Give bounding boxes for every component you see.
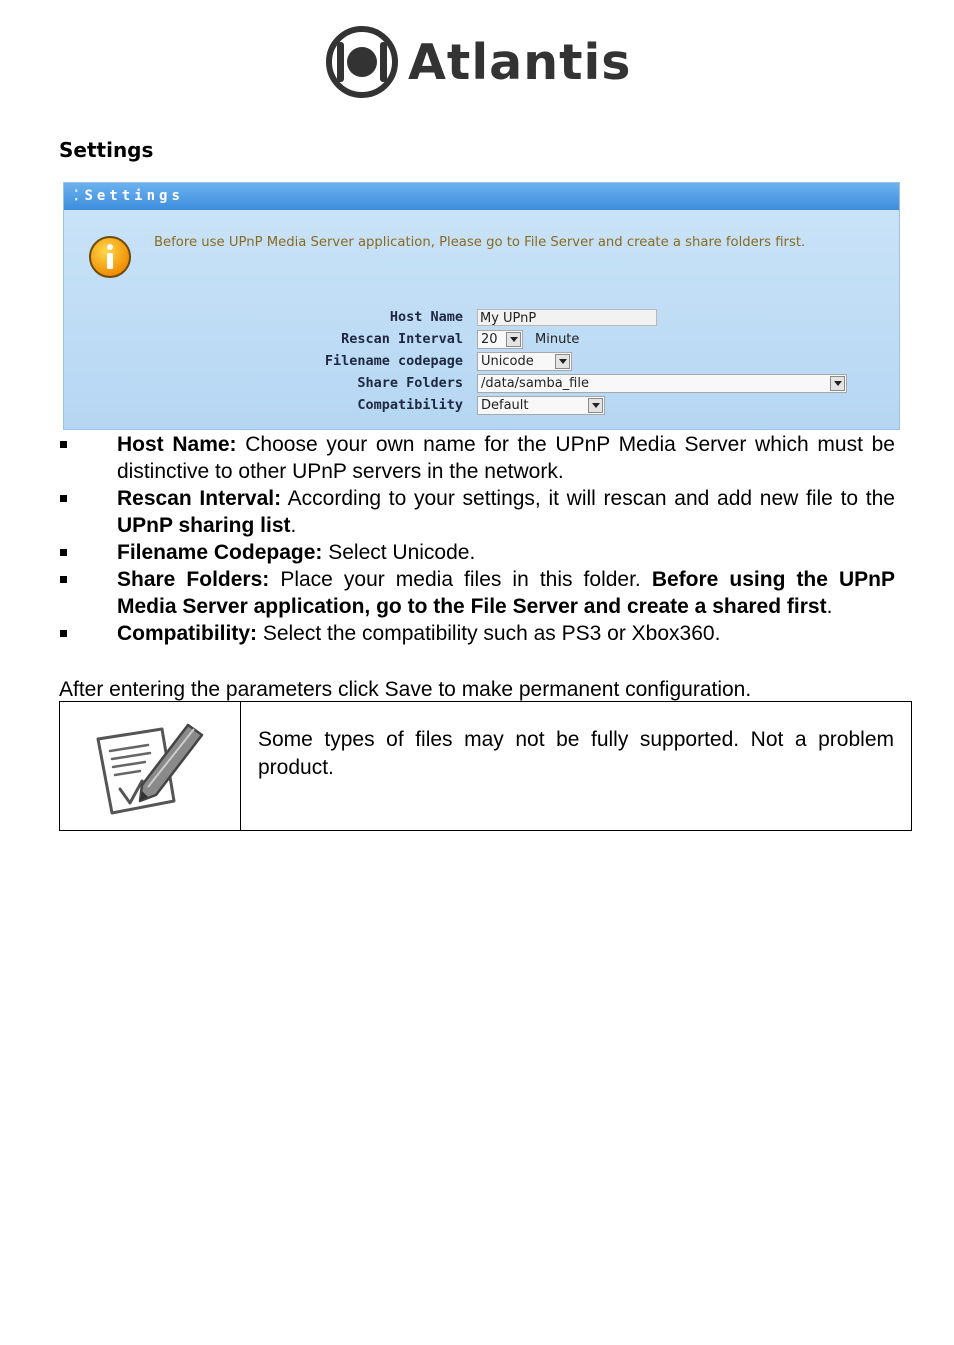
filename-codepage-value: Unicode <box>481 353 534 369</box>
rescan-unit-label: Minute <box>535 331 580 347</box>
term-share-folders: Share Folders: <box>117 568 270 591</box>
compatibility-label: Compatibility <box>357 397 463 413</box>
note-pencil-icon <box>90 711 210 821</box>
list-item-share-folders <box>59 566 895 620</box>
settings-description-list <box>59 431 895 647</box>
desc-rescan-interval: According to your settings, it will rescan and add new file to the <box>281 487 895 510</box>
info-icon <box>88 235 132 279</box>
note-icon-cell <box>60 702 241 830</box>
compatibility-row <box>477 394 847 416</box>
rescan-interval-value: 20 <box>481 331 498 347</box>
emphasis-sharing-list: UPnP sharing list <box>117 514 291 537</box>
filename-codepage-select[interactable] <box>477 352 572 371</box>
note-text: Some types of files may not be fully supported. Not a problem product. <box>258 728 894 779</box>
rescan-interval-select[interactable] <box>477 330 523 349</box>
note-box <box>59 701 912 831</box>
chevron-down-icon[interactable] <box>830 376 845 391</box>
desc-compatibility: Select the compatibility such as PS3 or Xbox360. <box>257 622 721 645</box>
list-item-host-name <box>59 431 895 485</box>
compatibility-select[interactable] <box>477 396 605 415</box>
filename-codepage-row <box>477 350 847 372</box>
form-labels <box>325 306 463 416</box>
desc-filename-codepage: Select Unicode. <box>322 541 476 564</box>
chevron-down-icon[interactable] <box>506 332 521 347</box>
header-dots-icon: ⁚ <box>74 188 79 204</box>
desc-host-name: Choose your own name for the UPnP Media Server which must be distinctive to other UPnP servers in the network. <box>117 433 895 483</box>
panel-header <box>64 183 899 210</box>
share-folders-value: /data/samba_file <box>481 375 589 391</box>
list-item-compatibility <box>59 620 895 647</box>
term-host-name: Host Name: <box>117 433 237 456</box>
atlantis-logo-icon <box>324 24 400 100</box>
share-folders-select[interactable] <box>477 374 847 393</box>
share-folders-label: Share Folders <box>357 375 463 391</box>
desc-rescan-end: . <box>290 514 297 537</box>
desc-share-end: . <box>826 595 833 618</box>
list-item-filename-codepage <box>59 539 895 566</box>
term-compatibility: Compatibility: <box>117 622 257 645</box>
settings-panel <box>63 182 900 430</box>
atlantis-logo <box>324 22 631 102</box>
term-rescan-interval: Rescan Interval: <box>117 487 282 510</box>
rescan-interval-row <box>477 328 847 350</box>
filename-codepage-label: Filename codepage <box>324 353 463 369</box>
chevron-down-icon[interactable] <box>588 398 603 413</box>
after-text: After entering the parameters click Save to make permanent configuration. <box>59 678 752 701</box>
desc-share-folders: Place your media files in this folder. <box>269 568 652 591</box>
atlantis-logo-text: Atlantis <box>408 33 632 91</box>
section-title: Settings <box>59 138 154 162</box>
host-name-row <box>477 306 847 328</box>
host-name-label: Host Name <box>389 309 463 325</box>
notice-text: Before use UPnP Media Server application, Please go to File Server and create a share folders first. <box>154 235 806 250</box>
compatibility-value: Default <box>481 397 529 413</box>
share-folders-row <box>477 372 847 394</box>
chevron-down-icon[interactable] <box>555 354 570 369</box>
term-filename-codepage: Filename Codepage: <box>117 541 323 564</box>
list-item-rescan-interval <box>59 485 895 539</box>
panel-header-title: Settings <box>84 188 184 204</box>
host-name-input[interactable]: My UPnP <box>477 309 657 326</box>
emphasis-share-instructions: Before using the UPnP Media Server application, go to the File Server and create a shared first <box>117 568 895 618</box>
rescan-interval-label: Rescan Interval <box>341 331 463 347</box>
form-fields <box>477 306 847 416</box>
